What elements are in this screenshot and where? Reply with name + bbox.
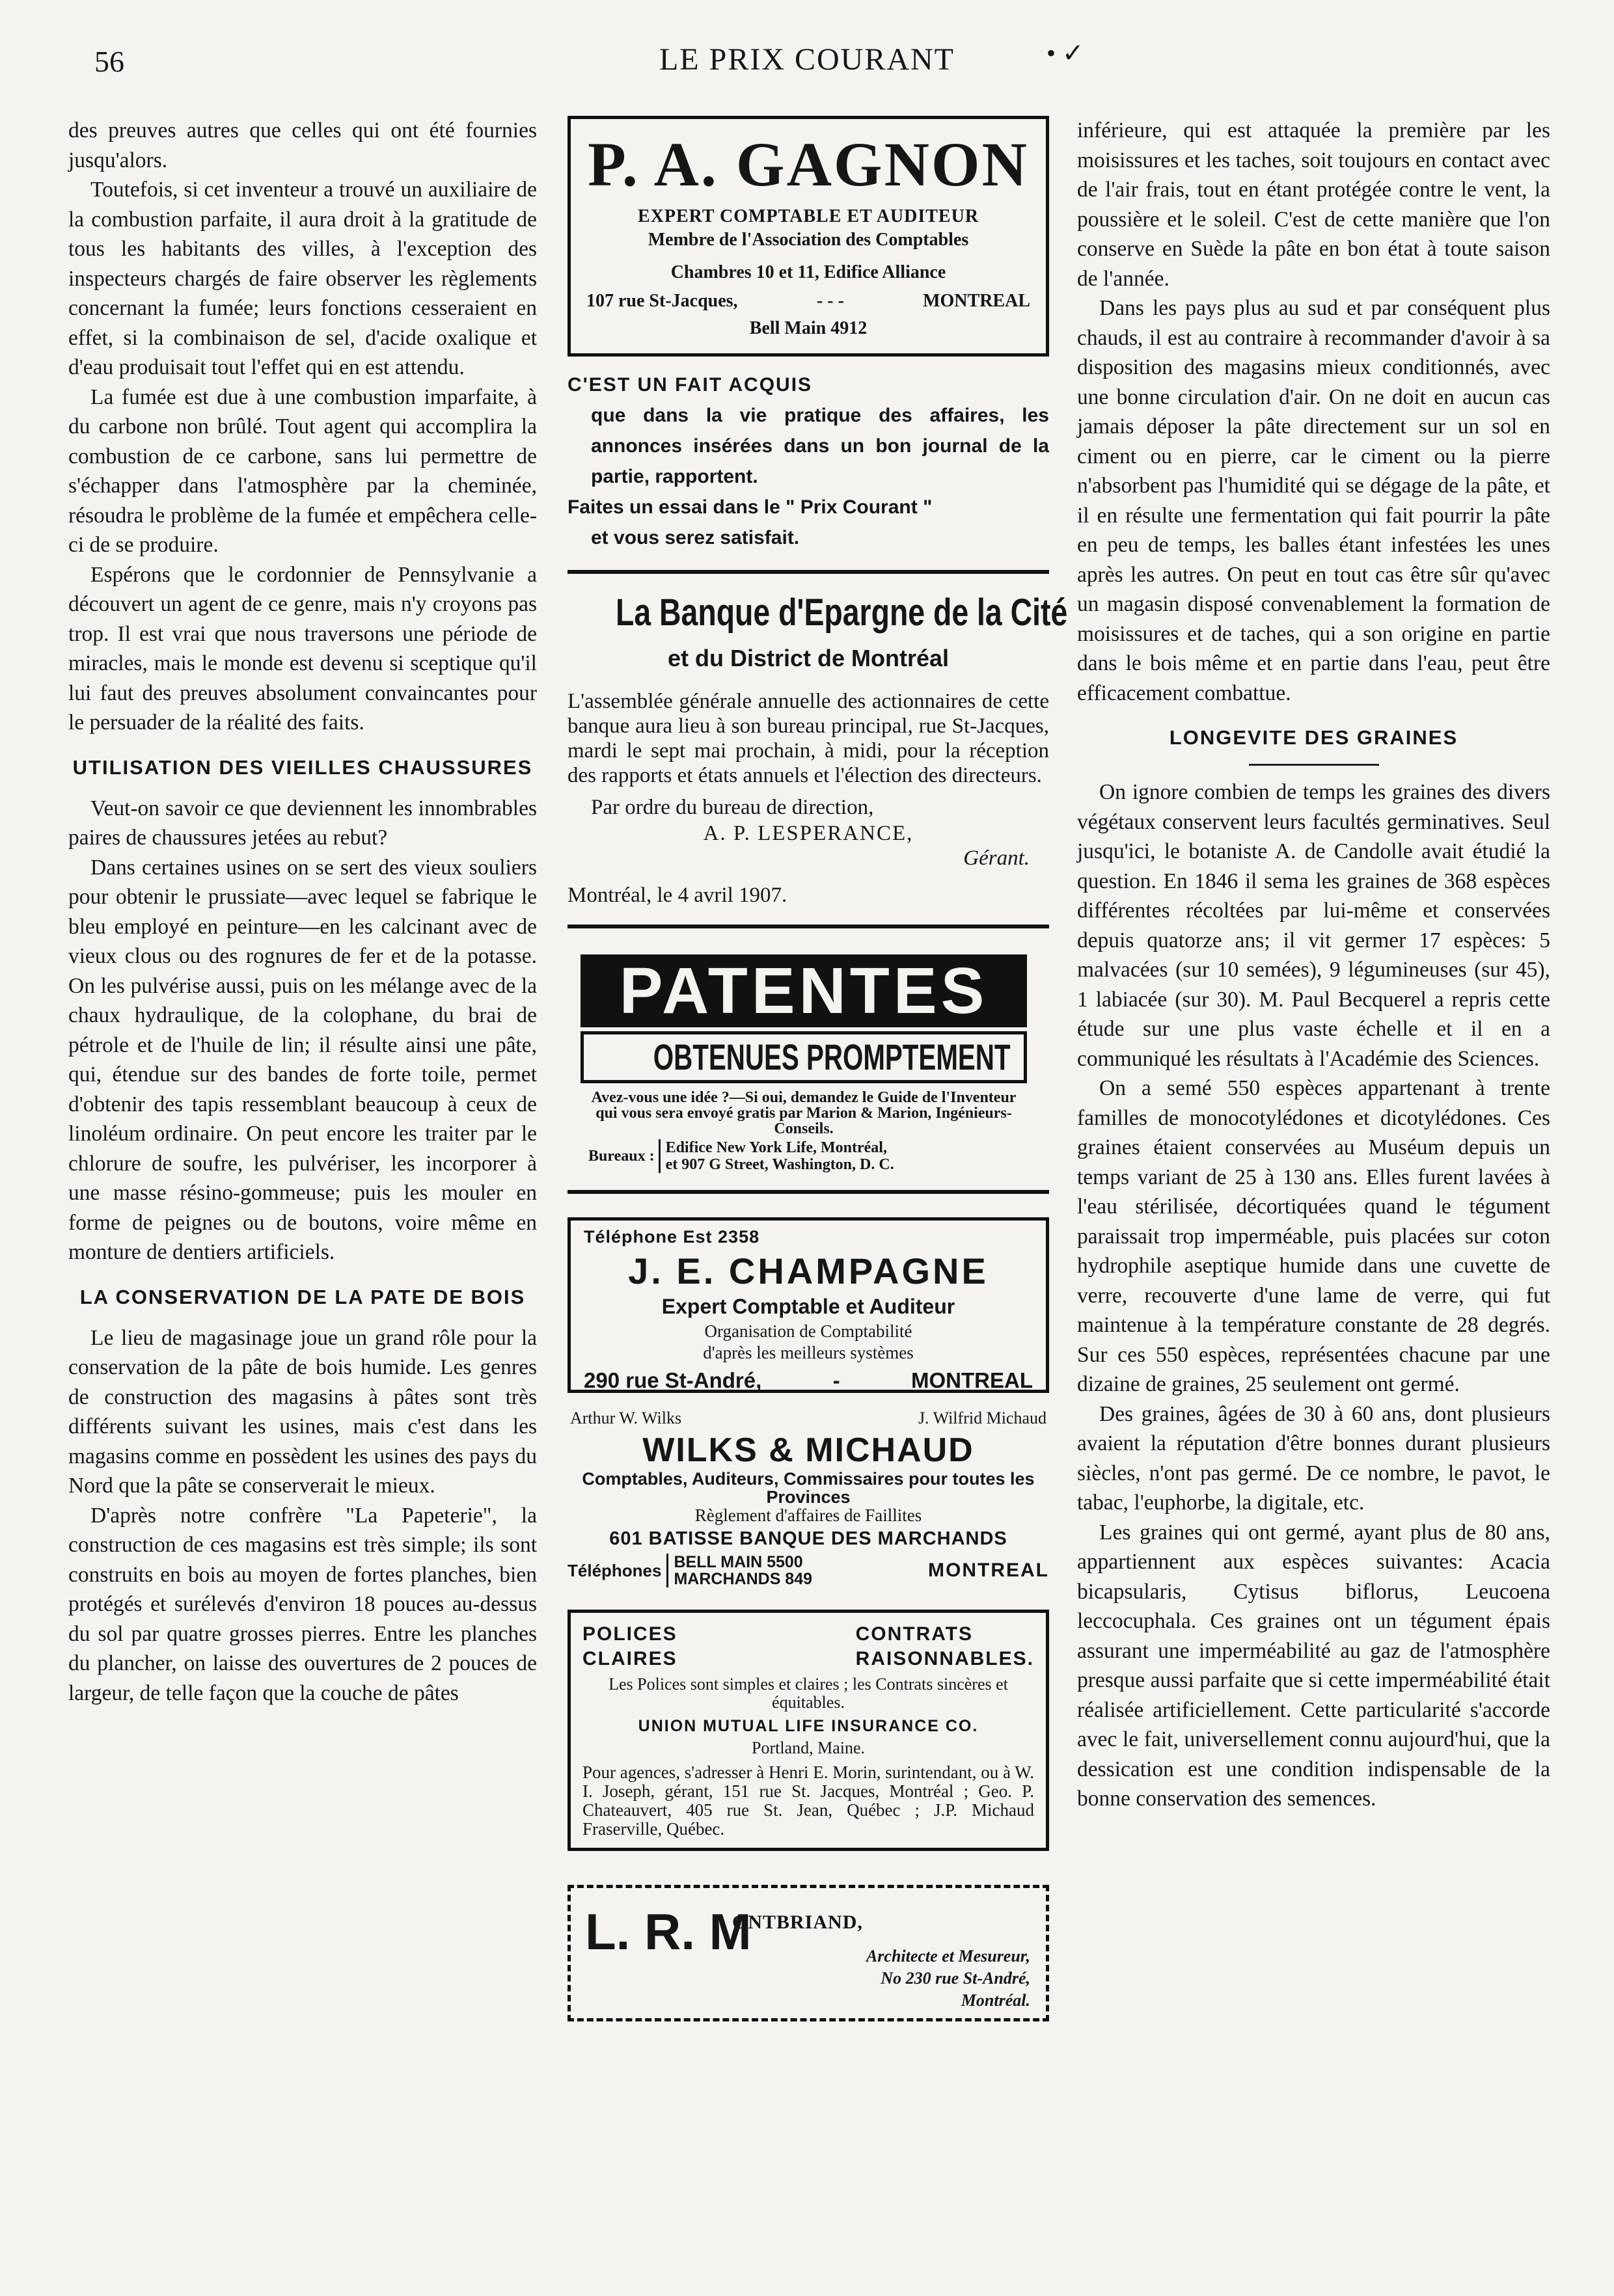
divider <box>568 1190 1049 1194</box>
header-marks: • ✓ <box>1046 38 1084 68</box>
ad-champagne-title: Expert Comptable et Auditeur <box>661 1295 955 1318</box>
section-heading: UTILISATION DES VIEILLES CHAUSSURES <box>72 755 533 779</box>
journal-title: LE PRIX COURANT <box>659 42 955 77</box>
ad-police-header <box>582 1622 1034 1671</box>
ad-lrm-initials: L. R. M <box>585 1903 752 1960</box>
ad-wilks-phones <box>568 1554 812 1587</box>
ad-fait-title: C'EST UN FAIT ACQUIS <box>568 374 813 396</box>
ad-police-left-1: POLICES <box>582 1623 677 1645</box>
ad-champagne-dash: - <box>832 1368 840 1392</box>
paragraph: D'après notre confrère "La Papeterie", la construction de ces magasins est très simple; ils sont construits en bois au moyen de fortes planches, bien protégés et surélevés d'environ 18 pouces au-dessus du sol par quatre grosses pierres. Entre les planches du plancher, on laisse des ouvertures de 2 pouces de largeur, de telle façon que la couche de pâtes <box>68 1503 537 1705</box>
section-heading: LONGEVITE DES GRAINES <box>1169 726 1458 749</box>
heading-underline <box>1249 764 1379 766</box>
ad-banque-signature: A. P. LESPERANCE, <box>703 822 914 845</box>
paragraph: Toutefois, si cet inventeur a trouvé un auxiliaire de la combustion parfaite, il aura droit à la gratitude de tous les habitants des villes, à l'exception des inspecteurs chargés de faire observer les règlements concernant la fumée; leurs fonctions cesseraient en effet, si la combinaison de sel, d'acide oxalique et d'eau produisait tout l'effet qui en est attendu. <box>68 178 537 379</box>
left-column <box>68 116 537 1708</box>
section-heading: LA CONSERVATION DE LA PATE DE BOIS <box>79 1285 526 1308</box>
ad-police-right <box>856 1622 1034 1671</box>
ad-patentes <box>581 954 1027 1173</box>
ad-wilks-partners <box>568 1409 1049 1428</box>
ad-champagne-name: J. E. CHAMPAGNE <box>628 1250 989 1291</box>
paragraph: Dans certaines usines on se sert des vieux souliers pour obtenir le prussiate—avec lequel se fabrique le bleu employé en peinture—en les calcinant avec de vieux clous ou des rognures de fer et de la potasse. On les pulvérise aussi, puis on les mélange avec de la chaux hydraulique, de la colophane, du brai de pétrole et de l'huile de lin; il résulte ainsi une pâte, qui, étendue sur des bandes de forte toile, permet d'obtenir des tapis ressemblant beaucoup à ceux de linoléum ordinaire. On peut encore les traiter par le chlorure de soufre, les pulvériser, les incorporer à une masse résino-gommeuse; puis les mouler en forme de peignes ou de boutons, voire même en monture de dentiers artificiels. <box>68 855 537 1264</box>
ad-wilks-line1: Comptables, Auditeurs, Commissaires pour toutes les Provinces <box>582 1469 1035 1507</box>
ad-montbriand <box>568 1885 1049 2021</box>
ad-banque-title: La Banque d'Epargne de la Cité <box>616 591 1068 634</box>
ad-patentes-addresses <box>659 1139 894 1173</box>
ad-police-line1: Les Polices sont simples et claires ; les Contrats sincères et équitables. <box>609 1675 1008 1712</box>
ad-gagnon-membership: Membre de l'Association des Comptables <box>648 230 969 250</box>
ad-wilks-michaud <box>568 1409 1049 1587</box>
ads-column <box>568 116 1068 2021</box>
ad-patentes-title: PATENTES <box>581 954 1027 1027</box>
ad-champagne-address-row <box>584 1368 1033 1393</box>
page-number: 56 <box>94 45 124 78</box>
paragraph: Des graines, âgées de 30 à 60 ans, dont plusieurs avaient la réputation d'être bonnes durant plusieurs siècles, n'ont pas germé. De ce nombre, le pavot, le tabac, l'euphorbe, la digitale, etc. <box>1077 1401 1550 1515</box>
paragraph: Les graines qui ont germé, ayant plus de 80 ans, appartiennent aux espèces suivantes: Acacia bicapsularis, Cytisus biflorus, Leucoena leccocuphala. Ces graines ont un tégument épais assurant une imperméabilité au gaz de l'atmosphère presque aussi parfaite que si cette imperméabilité était réalisée artificiellement. Cette particularité s'accorde avec le fait, universellement connu aujourd'hui, que la dessication est une condition indispensable de la bonne conservation des semences. <box>1077 1520 1550 1811</box>
ad-champagne <box>568 1217 1049 1393</box>
ad-banque-body: L'assemblée générale annuelle des actionnaires de cette banque aura lieu à son bureau principal, rue St-Jacques, mardi le sept mai prochain, à midi, pour la réception des rapports et états annuels et l'élection des directeurs. <box>568 690 1049 787</box>
ad-patentes-desc: Avez-vous une idée ?—Si oui, demandez le Guide de l'Inventeur qui vous sera envoyé gratis par Marion & Marion, Ingénieurs-Conseils. <box>591 1089 1017 1137</box>
ad-wilks-partner-2: J. Wilfrid Michaud <box>918 1409 1046 1427</box>
ad-fait-acquis <box>568 370 1049 553</box>
ad-patentes-bureaux <box>581 1139 1027 1173</box>
ad-patentes-subtitle: OBTENUES PROMPTEMENT <box>653 1036 1011 1077</box>
ad-police-city: Portland, Maine. <box>751 1738 866 1757</box>
ad-wilks-city: MONTREAL <box>928 1560 1049 1581</box>
paragraph: Espérons que le cordonnier de Pennsylvanie a découvert un agent de ce genre, mais n'y croyons pas trop. Il est vrai que nous traversons une période de miracles, mais le monde est devenu si sceptique qu'il lui faut des preuves absolument convaincantes pour le persuader de la réalité des faits. <box>68 562 537 735</box>
paragraph: Dans les pays plus au sud et par conséquent plus chauds, il est au contraire à recommander d'avoir à sa disposition des magasins mieux conditionnés, avec une bonne circulation d'air. On ne doit en aucun cas jamais déposer la pâte directement sur un sol en ciment ou en pierre, car le ciment ou la pierre n'absorbent pas l'humidité qui se dégage de la pâte, et il en résulte une fermentation qui fait pourrir la pâte en peu de temps, les balles étant infestées les unes après les autres. On peut en tout cas être sûr qu'avec un magasin disposé convenablement la formation de moisissures et de taches, qui a son origine en partie dans le bois même et en partie dans l'eau, peut être efficacement combattue. <box>1077 296 1550 705</box>
ad-fait-line2: Faites un essai dans le " Prix Courant " <box>568 496 933 518</box>
ad-fait-body: que dans la vie pratique des affaires, les annonces insérées dans un bon journal de la partie, rapportent. <box>591 405 1049 487</box>
ad-gagnon <box>568 116 1049 357</box>
ad-police-body: Pour agences, s'adresser à Henri E. Morin, surintendant, ou à W. I. Joseph, gérant, 151 rue St. Jacques, Montréal ; Geo. P. Chateauvert, 405 rue St. Jean, Québec ; J.P. Michaud Fraserville, Québec. <box>582 1763 1034 1839</box>
ad-wilks-tel-1: BELL MAIN 5500 <box>674 1553 803 1571</box>
ad-police-right-1: CONTRATS <box>855 1623 974 1645</box>
ad-champagne-city: MONTREAL <box>911 1368 1033 1392</box>
ad-wilks-tel-numbers <box>666 1554 812 1587</box>
ad-police-right-2: RAISONNABLES. <box>855 1648 1034 1669</box>
ad-champagne-line3: d'après les meilleurs systèmes <box>703 1343 914 1362</box>
ad-gagnon-name: P. A. GAGNON <box>588 129 1029 199</box>
ad-wilks-partner-1: Arthur W. Wilks <box>570 1409 682 1427</box>
paragraph: La fumée est due à une combustion imparfaite, à du carbone non brûlé. Tout agent qui accomplira la combustion de ce carbone, sans lui permettre de s'échapper dans l'atmosphère par la cheminée, résoudra le problème de la fumée et empêchera celle-ci de se produire. <box>68 385 537 557</box>
ad-police-left-2: CLAIRES <box>582 1648 677 1669</box>
divider <box>568 925 1049 928</box>
ad-gagnon-city: MONTREAL <box>923 291 1030 311</box>
ad-patentes-bureaux-label: Bureaux : <box>588 1148 655 1165</box>
ad-lrm-name: ONTBRIAND, <box>732 1911 863 1933</box>
ad-wilks-line3: 601 BATISSE BANQUE DES MARCHANDS <box>609 1528 1007 1549</box>
ad-banque-date: Montréal, le 4 avril 1907. <box>568 884 787 907</box>
ad-union-mutual <box>568 1610 1049 1851</box>
ad-police-company: UNION MUTUAL LIFE INSURANCE CO. <box>638 1717 979 1735</box>
divider <box>568 570 1049 574</box>
right-column <box>1077 116 1550 1814</box>
paragraph: On ignore combien de temps les graines des divers végétaux conservent leurs facultés germinatives. Seul jusqu'ici, le botaniste A. de Candolle avait étudié la question. En 1846 il sema les graines de 368 espèces différentes récoltées par lui-même et conservées depuis quatorze ans; il vit germer 17 espèces: 5 malvacées (sur 10 semées), 9 légumineuses (sur 45), 1 labiacée (sur 30). M. Paul Becquerel a repris cette étude sur une plus vaste échelle et il en a communiqué les résultats à l'Académie des Sciences. <box>1077 780 1550 1071</box>
ad-gagnon-office: Chambres 10 et 11, Edifice Alliance <box>670 262 946 282</box>
ad-wilks-title: WILKS & MICHAUD <box>642 1431 974 1469</box>
paragraph: On a semé 550 espèces appartenant à trente familles de monocotylédones et dicotylédones. Ces graines étaient conservées au Muséum depuis un temps variant de 25 à 130 ans. Elles furent lavées à l'eau stérilisée, décortiquées quand le tégument paraissait trop imperméable, puis placées sur coton hydrophile aseptique humide dans une cuvette de verre, recouverte d'une lame de verre, qui fut maintenue à la température constante de 28 degrés. Sur ces 550 espèces, représentées chacune par une dizaine de graines, 25 seulement ont germé. <box>1077 1076 1550 1396</box>
ad-champagne-line2: Organisation de Comptabilité <box>704 1321 912 1341</box>
ad-wilks-line2: Règlement d'affaires de Faillites <box>694 1506 922 1525</box>
ad-gagnon-dashes: - - - <box>816 291 844 311</box>
ad-banque-subtitle: et du District de Montréal <box>667 645 950 671</box>
paragraph: Le lieu de magasinage joue un grand rôle pour la conservation de la pâte de bois humide. Les genres de construction des magasins à pâtes sont très différents suivant les usines, mais c'est dans les magasins comme en possèdent les usines des pays du Nord que la pâte se conserverait le mieux. <box>68 1325 537 1498</box>
ad-wilks-phones-row <box>568 1554 1049 1587</box>
ad-patentes-address-2: et 907 G Street, Washington, D. C. <box>665 1156 894 1173</box>
paragraph: inférieure, qui est attaquée la première par les moisissures et les taches, soit toujours en contact avec de l'air frais, tout en étant protégée contre le vent, la poussière et le soleil. C'est de cette manière que l'on conserve en Suède la pâte en bon état à toute saison de l'année. <box>1077 118 1550 291</box>
ad-wilks-tel-2: MARCHANDS 849 <box>674 1570 813 1588</box>
ad-gagnon-title: EXPERT COMPTABLE ET AUDITEUR <box>637 206 979 226</box>
ad-fait-line3: et vous serez satisfait. <box>591 527 800 548</box>
ad-lrm-line1: Architecte et Mesureur, <box>866 1947 1030 1965</box>
paragraph: Veut-on savoir ce que deviennent les innombrables paires de chaussures jetées au rebut? <box>68 796 537 850</box>
ad-patentes-address-1: Edifice New York Life, Montréal, <box>665 1139 887 1156</box>
paragraph: des preuves autres que celles qui ont été fournies jusqu'alors. <box>68 118 537 172</box>
ad-banque-role: Gérant. <box>963 846 1030 870</box>
ad-banque-order: Par ordre du bureau de direction, <box>591 796 874 819</box>
ad-police-left <box>582 1622 677 1671</box>
ad-champagne-address: 290 rue St-André, <box>584 1368 762 1392</box>
ad-banque <box>568 591 1068 908</box>
ad-champagne-phone: Téléphone Est 2358 <box>584 1227 760 1247</box>
ad-wilks-tel-label: Téléphones <box>568 1560 662 1580</box>
ad-gagnon-address: 107 rue St-Jacques, <box>586 291 738 311</box>
ad-lrm-line2: No 230 rue St-André, <box>881 1969 1030 1988</box>
ad-patentes-subtitle-box <box>581 1031 1027 1083</box>
ad-lrm-line3: Montréal. <box>961 1991 1030 2010</box>
ad-gagnon-address-row <box>586 291 1030 312</box>
ad-gagnon-phone: Bell Main 4912 <box>749 318 868 338</box>
